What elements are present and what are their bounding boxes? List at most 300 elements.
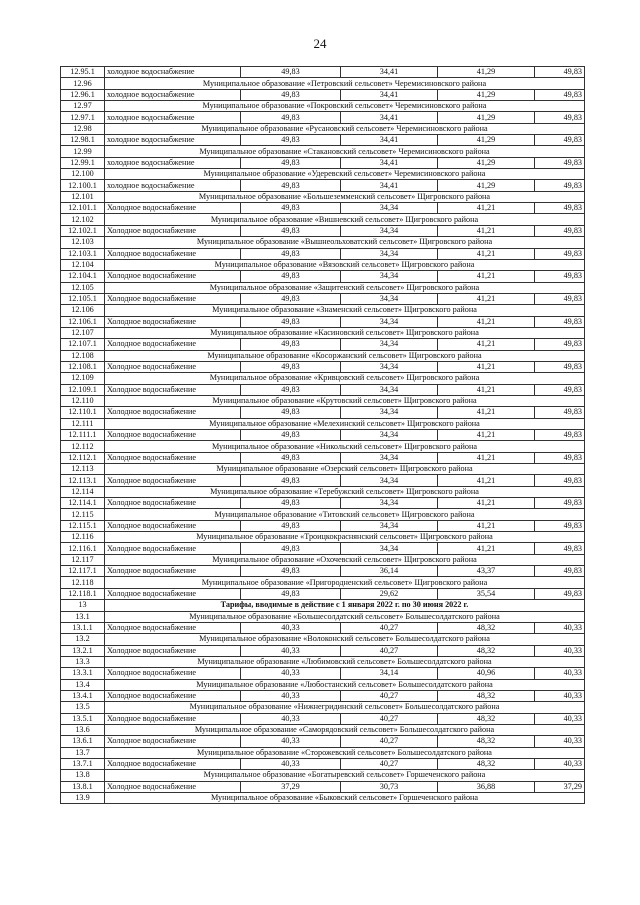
municipality-cell: Муниципальное образование «Покровский сельсовет» Черемисиновского района [105,101,585,112]
tariff-cell: 49,83 [241,566,341,577]
tariff-cell: 34,34 [341,361,438,372]
service-cell: Холодное водоснабжение [105,588,241,599]
row-number-cell: 12.111.1 [61,430,105,441]
tariff-cell: 49,83 [241,520,341,531]
tariff-cell: 49,83 [535,112,585,123]
tariff-cell: 49,83 [241,180,341,191]
tariff-cell: 49,83 [241,498,341,509]
tariff-cell: 36,88 [438,781,535,792]
municipality-cell: Муниципальное образование «Богатыревский сельсовет» Горшеченского района [105,770,585,781]
table-row [61,566,585,577]
service-cell: Холодное водоснабжение [105,566,241,577]
municipality-cell: Муниципальное образование «Любостанский сельсовет» Большесолдатского района [105,679,585,690]
tariff-cell: 34,34 [341,339,438,350]
municipality-cell: Муниципальное образование «Озерский сельсовет» Щигровского района [105,464,585,475]
tariff-cell: 41,21 [438,498,535,509]
tariff-cell: 48,32 [438,690,535,701]
tariff-cell: 49,83 [241,384,341,395]
row-number-cell: 12.112.1 [61,452,105,463]
row-number-cell: 12.114.1 [61,498,105,509]
tariff-cell: 34,34 [341,452,438,463]
table-row [61,520,585,531]
municipality-row [61,724,585,735]
table-row [61,89,585,100]
tariff-table-body [61,67,585,804]
tariff-cell: 34,34 [341,293,438,304]
table-row [61,203,585,214]
municipality-row [61,611,585,622]
table-row [61,475,585,486]
table-row [61,668,585,679]
tariff-cell: 49,83 [241,157,341,168]
tariff-cell: 49,83 [535,543,585,554]
municipality-cell: Муниципальное образование «Мелехинский сельсовет» Щигровского района [105,418,585,429]
service-cell: Холодное водоснабжение [105,498,241,509]
row-number-cell: 13.3 [61,656,105,667]
tariff-cell: 40,33 [241,690,341,701]
tariff-cell: 49,83 [535,135,585,146]
row-number-cell: 13.6 [61,724,105,735]
row-number-cell: 13.5 [61,702,105,713]
row-number-cell: 12.102 [61,214,105,225]
municipality-cell: Муниципальное образование «Кривцовский сельсовет» Щигровского района [105,373,585,384]
tariff-cell: 34,34 [341,316,438,327]
tariff-cell: 41,21 [438,430,535,441]
tariff-cell: 40,33 [535,690,585,701]
service-cell: Холодное водоснабжение [105,520,241,531]
municipality-cell: Муниципальное образование «Вышнеольховатский сельсовет» Щигровского района [105,237,585,248]
row-number-cell: 12.101.1 [61,203,105,214]
tariff-cell: 40,96 [438,668,535,679]
row-number-cell: 13.9 [61,793,105,804]
row-number-cell: 13.1 [61,611,105,622]
tariff-cell: 49,83 [535,293,585,304]
municipality-row [61,656,585,667]
service-cell: Холодное водоснабжение [105,384,241,395]
municipality-cell: Муниципальное образование «Русановский сельсовет» Черемисиновского района [105,123,585,134]
tariff-cell: 41,29 [438,89,535,100]
municipality-cell: Муниципальное образование «Вишневский сельсовет» Щигровского района [105,214,585,225]
municipality-cell: Муниципальное образование «Большесолдатский сельсовет» Большесолдатского района [105,611,585,622]
municipality-row [61,679,585,690]
service-cell: Холодное водоснабжение [105,293,241,304]
row-number-cell: 12.100.1 [61,180,105,191]
service-cell: Холодное водоснабжение [105,248,241,259]
service-cell: Холодное водоснабжение [105,690,241,701]
table-row [61,293,585,304]
row-number-cell: 12.103.1 [61,248,105,259]
tariff-cell: 41,21 [438,271,535,282]
row-number-cell: 12.95.1 [61,67,105,78]
municipality-row [61,793,585,804]
tariff-cell: 34,34 [341,543,438,554]
tariff-cell: 49,83 [535,67,585,78]
tariff-cell: 34,34 [341,498,438,509]
municipality-row [61,486,585,497]
tariff-cell: 34,34 [341,520,438,531]
municipality-cell: Муниципальное образование «Большеземменский сельсовет» Щигровского района [105,191,585,202]
municipality-cell: Муниципальное образование «Теребужский сельсовет» Щигровского района [105,486,585,497]
row-number-cell: 12.96.1 [61,89,105,100]
tariff-cell: 49,83 [535,361,585,372]
tariff-cell: 34,34 [341,384,438,395]
municipality-cell: Муниципальное образование «Вязовский сельсовет» Щигровского района [105,259,585,270]
tariff-cell: 49,83 [241,203,341,214]
tariff-cell: 49,83 [535,339,585,350]
row-number-cell: 13.2.1 [61,645,105,656]
tariff-cell: 40,33 [241,713,341,724]
tariff-cell: 34,41 [341,112,438,123]
service-cell: Холодное водоснабжение [105,543,241,554]
tariff-cell: 40,33 [535,758,585,769]
tariff-cell: 49,83 [535,157,585,168]
service-cell: Холодное водоснабжение [105,622,241,633]
municipality-row [61,78,585,89]
row-number-cell: 12.96 [61,78,105,89]
tariff-cell: 49,83 [535,180,585,191]
municipality-row [61,327,585,338]
row-number-cell: 12.99 [61,146,105,157]
table-row [61,758,585,769]
tariff-cell: 41,21 [438,520,535,531]
row-number-cell: 13.1.1 [61,622,105,633]
table-row [61,384,585,395]
municipality-cell: Муниципальное образование «Никольский сельсовет» Щигровского района [105,441,585,452]
tariff-cell: 30,73 [341,781,438,792]
tariff-cell: 49,83 [241,588,341,599]
tariff-cell: 40,33 [535,645,585,656]
tariff-cell: 49,83 [241,316,341,327]
municipality-row [61,191,585,202]
row-number-cell: 12.108.1 [61,361,105,372]
tariff-cell: 49,83 [241,271,341,282]
municipality-row [61,373,585,384]
tariff-cell: 48,32 [438,622,535,633]
service-cell: Холодное водоснабжение [105,645,241,656]
tariff-cell: 49,83 [241,67,341,78]
tariff-cell: 49,83 [241,89,341,100]
tariff-cell: 49,83 [241,430,341,441]
table-row [61,622,585,633]
tariff-cell: 49,83 [535,89,585,100]
row-number-cell: 12.104.1 [61,271,105,282]
municipality-row [61,702,585,713]
municipality-cell: Муниципальное образование «Стакановский сельсовет» Черемисиновского района [105,146,585,157]
tariff-cell: 41,21 [438,407,535,418]
service-cell: Холодное водоснабжение [105,361,241,372]
service-cell: Холодное водоснабжение [105,203,241,214]
row-number-cell: 12.113 [61,464,105,475]
tariff-cell: 49,83 [535,430,585,441]
table-row [61,543,585,554]
tariff-cell: 34,41 [341,157,438,168]
tariff-cell: 41,29 [438,112,535,123]
tariff-cell: 34,14 [341,668,438,679]
municipality-cell: Муниципальное образование «Знаменский сельсовет» Щигровского района [105,305,585,316]
service-cell: холодное водоснабжение [105,89,241,100]
municipality-row [61,350,585,361]
tariff-cell: 41,21 [438,384,535,395]
table-row [61,430,585,441]
tariff-cell: 48,32 [438,645,535,656]
tariff-cell: 49,83 [535,225,585,236]
row-number-cell: 12.110 [61,395,105,406]
tariff-cell: 41,29 [438,67,535,78]
row-number-cell: 13.7 [61,747,105,758]
row-number-cell: 13.2 [61,634,105,645]
row-number-cell: 12.97 [61,101,105,112]
tariff-cell: 40,33 [241,622,341,633]
tariff-cell: 41,21 [438,452,535,463]
tariff-cell: 49,83 [535,248,585,259]
tariff-cell: 34,41 [341,67,438,78]
row-number-cell: 13.3.1 [61,668,105,679]
row-number-cell: 12.102.1 [61,225,105,236]
municipality-cell: Муниципальное образование «Касиновский сельсовет» Щигровского района [105,327,585,338]
table-row [61,67,585,78]
tariff-cell: 49,83 [241,475,341,486]
table-row [61,498,585,509]
row-number-cell: 12.114 [61,486,105,497]
page-number: 24 [313,36,327,51]
municipality-cell: Муниципальное образование «Косоржанский сельсовет» Щигровского района [105,350,585,361]
tariff-cell: 43,37 [438,566,535,577]
tariff-cell: 41,21 [438,293,535,304]
row-number-cell: 12.100 [61,169,105,180]
service-cell: Холодное водоснабжение [105,475,241,486]
tariff-cell: 37,29 [535,781,585,792]
tariff-cell: 49,83 [535,475,585,486]
tariff-cell: 49,83 [241,543,341,554]
table-row [61,157,585,168]
row-number-cell: 12.109 [61,373,105,384]
service-cell: Холодное водоснабжение [105,225,241,236]
tariff-cell: 49,83 [535,271,585,282]
service-cell: Холодное водоснабжение [105,271,241,282]
row-number-cell: 12.116 [61,532,105,543]
service-cell: Холодное водоснабжение [105,316,241,327]
tariff-cell: 49,83 [241,293,341,304]
tariff-cell: 34,34 [341,475,438,486]
tariff-cell: 41,29 [438,135,535,146]
row-number-cell: 13.4 [61,679,105,690]
tariff-cell: 41,29 [438,157,535,168]
row-number-cell: 13.7.1 [61,758,105,769]
municipality-cell: Муниципальное образование «Пригородненский сельсовет» Щигровского района [105,577,585,588]
tariff-cell: 34,34 [341,248,438,259]
tariff-cell: 48,32 [438,713,535,724]
service-cell: Холодное водоснабжение [105,452,241,463]
tariff-cell: 37,29 [241,781,341,792]
tariff-cell: 29,62 [341,588,438,599]
municipality-cell: Муниципальное образование «Охочевский сельсовет» Щигровского района [105,554,585,565]
row-number-cell: 12.99.1 [61,157,105,168]
tariff-cell: 41,21 [438,361,535,372]
table-row [61,736,585,747]
row-number-cell: 13 [61,600,105,611]
row-number-cell: 12.106 [61,305,105,316]
table-row [61,645,585,656]
tariff-cell: 34,34 [341,203,438,214]
row-number-cell: 12.110.1 [61,407,105,418]
municipality-cell: Муниципальное образование «Волоконский сельсовет» Большесолдатского района [105,634,585,645]
row-number-cell: 12.117.1 [61,566,105,577]
tariff-cell: 49,83 [535,452,585,463]
tariff-cell: 41,21 [438,248,535,259]
tariff-cell: 34,34 [341,430,438,441]
tariff-cell: 49,83 [535,316,585,327]
tariff-cell: 40,27 [341,713,438,724]
municipality-row [61,464,585,475]
service-cell: Холодное водоснабжение [105,713,241,724]
row-number-cell: 12.113.1 [61,475,105,486]
section-heading-row [61,600,585,611]
municipality-cell: Муниципальное образование «Быковский сельсовет» Горшеченского района [105,793,585,804]
table-row [61,361,585,372]
service-cell: Холодное водоснабжение [105,781,241,792]
municipality-row [61,770,585,781]
service-cell: Холодное водоснабжение [105,736,241,747]
municipality-row [61,305,585,316]
row-number-cell: 12.115 [61,509,105,520]
row-number-cell: 12.111 [61,418,105,429]
row-number-cell: 12.101 [61,191,105,202]
municipality-row [61,634,585,645]
municipality-cell: Муниципальное образование «Петровский сельсовет» Черемисиновского района [105,78,585,89]
tariff-cell: 48,32 [438,736,535,747]
row-number-cell: 13.4.1 [61,690,105,701]
tariff-cell: 49,83 [241,225,341,236]
tariff-cell: 49,83 [241,452,341,463]
tariff-cell: 49,83 [241,361,341,372]
row-number-cell: 13.5.1 [61,713,105,724]
row-number-cell: 13.6.1 [61,736,105,747]
tariff-cell: 49,83 [241,248,341,259]
tariff-cell: 34,34 [341,225,438,236]
row-number-cell: 12.112 [61,441,105,452]
row-number-cell: 12.109.1 [61,384,105,395]
tariff-cell: 49,83 [241,407,341,418]
table-row [61,316,585,327]
tariff-cell: 41,21 [438,225,535,236]
row-number-cell: 12.115.1 [61,520,105,531]
municipality-cell: Муниципальное образование «Крутовский сельсовет» Щигровского района [105,395,585,406]
tariff-cell: 40,33 [535,713,585,724]
municipality-row [61,123,585,134]
tariff-cell: 40,27 [341,758,438,769]
tariff-cell: 41,21 [438,316,535,327]
tariff-cell: 41,21 [438,475,535,486]
row-number-cell: 12.98.1 [61,135,105,146]
tariff-cell: 40,33 [241,736,341,747]
service-cell: холодное водоснабжение [105,135,241,146]
table-row [61,248,585,259]
municipality-row [61,169,585,180]
tariff-cell: 49,83 [241,112,341,123]
tariff-cell: 40,27 [341,736,438,747]
table-row [61,452,585,463]
municipality-cell: Муниципальное образование «Нижнегридинский сельсовет» Большесолдатского района [105,702,585,713]
municipality-row [61,395,585,406]
tariff-cell: 40,27 [341,690,438,701]
tariff-cell: 40,27 [341,622,438,633]
tariff-cell: 49,83 [535,384,585,395]
row-number-cell: 12.98 [61,123,105,134]
tariff-cell: 49,83 [535,566,585,577]
row-number-cell: 13.8 [61,770,105,781]
tariff-table [60,66,585,804]
row-number-cell: 12.116.1 [61,543,105,554]
tariff-cell: 40,33 [535,736,585,747]
service-cell: холодное водоснабжение [105,157,241,168]
row-number-cell: 12.107 [61,327,105,338]
row-number-cell: 12.107.1 [61,339,105,350]
municipality-row [61,259,585,270]
table-row [61,690,585,701]
service-cell: Холодное водоснабжение [105,758,241,769]
row-number-cell: 12.118.1 [61,588,105,599]
row-number-cell: 12.103 [61,237,105,248]
table-row [61,588,585,599]
municipality-cell: Муниципальное образование «Удеревский сельсовет» Черемисиновского района [105,169,585,180]
municipality-row [61,747,585,758]
row-number-cell: 12.97.1 [61,112,105,123]
tariff-cell: 41,29 [438,180,535,191]
table-row [61,225,585,236]
municipality-row [61,554,585,565]
tariff-cell: 49,83 [535,588,585,599]
tariff-cell: 35,54 [438,588,535,599]
tariff-cell: 40,33 [535,622,585,633]
table-row [61,135,585,146]
tariff-cell: 49,83 [535,203,585,214]
tariff-cell: 41,21 [438,339,535,350]
service-cell: холодное водоснабжение [105,67,241,78]
tariff-cell: 48,32 [438,758,535,769]
municipality-row [61,237,585,248]
row-number-cell: 12.118 [61,577,105,588]
service-cell: Холодное водоснабжение [105,339,241,350]
municipality-row [61,418,585,429]
municipality-cell: Муниципальное образование «Защитенский сельсовет» Щигровского района [105,282,585,293]
municipality-row [61,146,585,157]
table-row [61,407,585,418]
table-row [61,339,585,350]
tariff-cell: 41,21 [438,543,535,554]
row-number-cell: 13.8.1 [61,781,105,792]
tariff-cell: 49,83 [241,339,341,350]
row-number-cell: 12.106.1 [61,316,105,327]
tariff-cell: 40,33 [241,758,341,769]
tariff-cell: 41,21 [438,203,535,214]
tariff-cell: 40,27 [341,645,438,656]
tariff-cell: 49,83 [535,407,585,418]
tariff-cell: 34,34 [341,271,438,282]
tariff-cell: 36,14 [341,566,438,577]
section-heading-cell: Тарифы, вводимые в действие с 1 января 2022 г. по 30 июня 2022 г. [105,600,585,611]
tariff-cell: 49,83 [241,135,341,146]
municipality-row [61,577,585,588]
tariff-cell: 40,33 [241,668,341,679]
municipality-cell: Муниципальное образование «Саморядовский сельсовет» Большесолдатского района [105,724,585,735]
tariff-cell: 40,33 [535,668,585,679]
table-row [61,271,585,282]
service-cell: Холодное водоснабжение [105,407,241,418]
municipality-cell: Муниципальное образование «Сторожевский сельсовет» Большесолдатского района [105,747,585,758]
service-cell: Холодное водоснабжение [105,668,241,679]
municipality-row [61,509,585,520]
tariff-cell: 34,41 [341,89,438,100]
